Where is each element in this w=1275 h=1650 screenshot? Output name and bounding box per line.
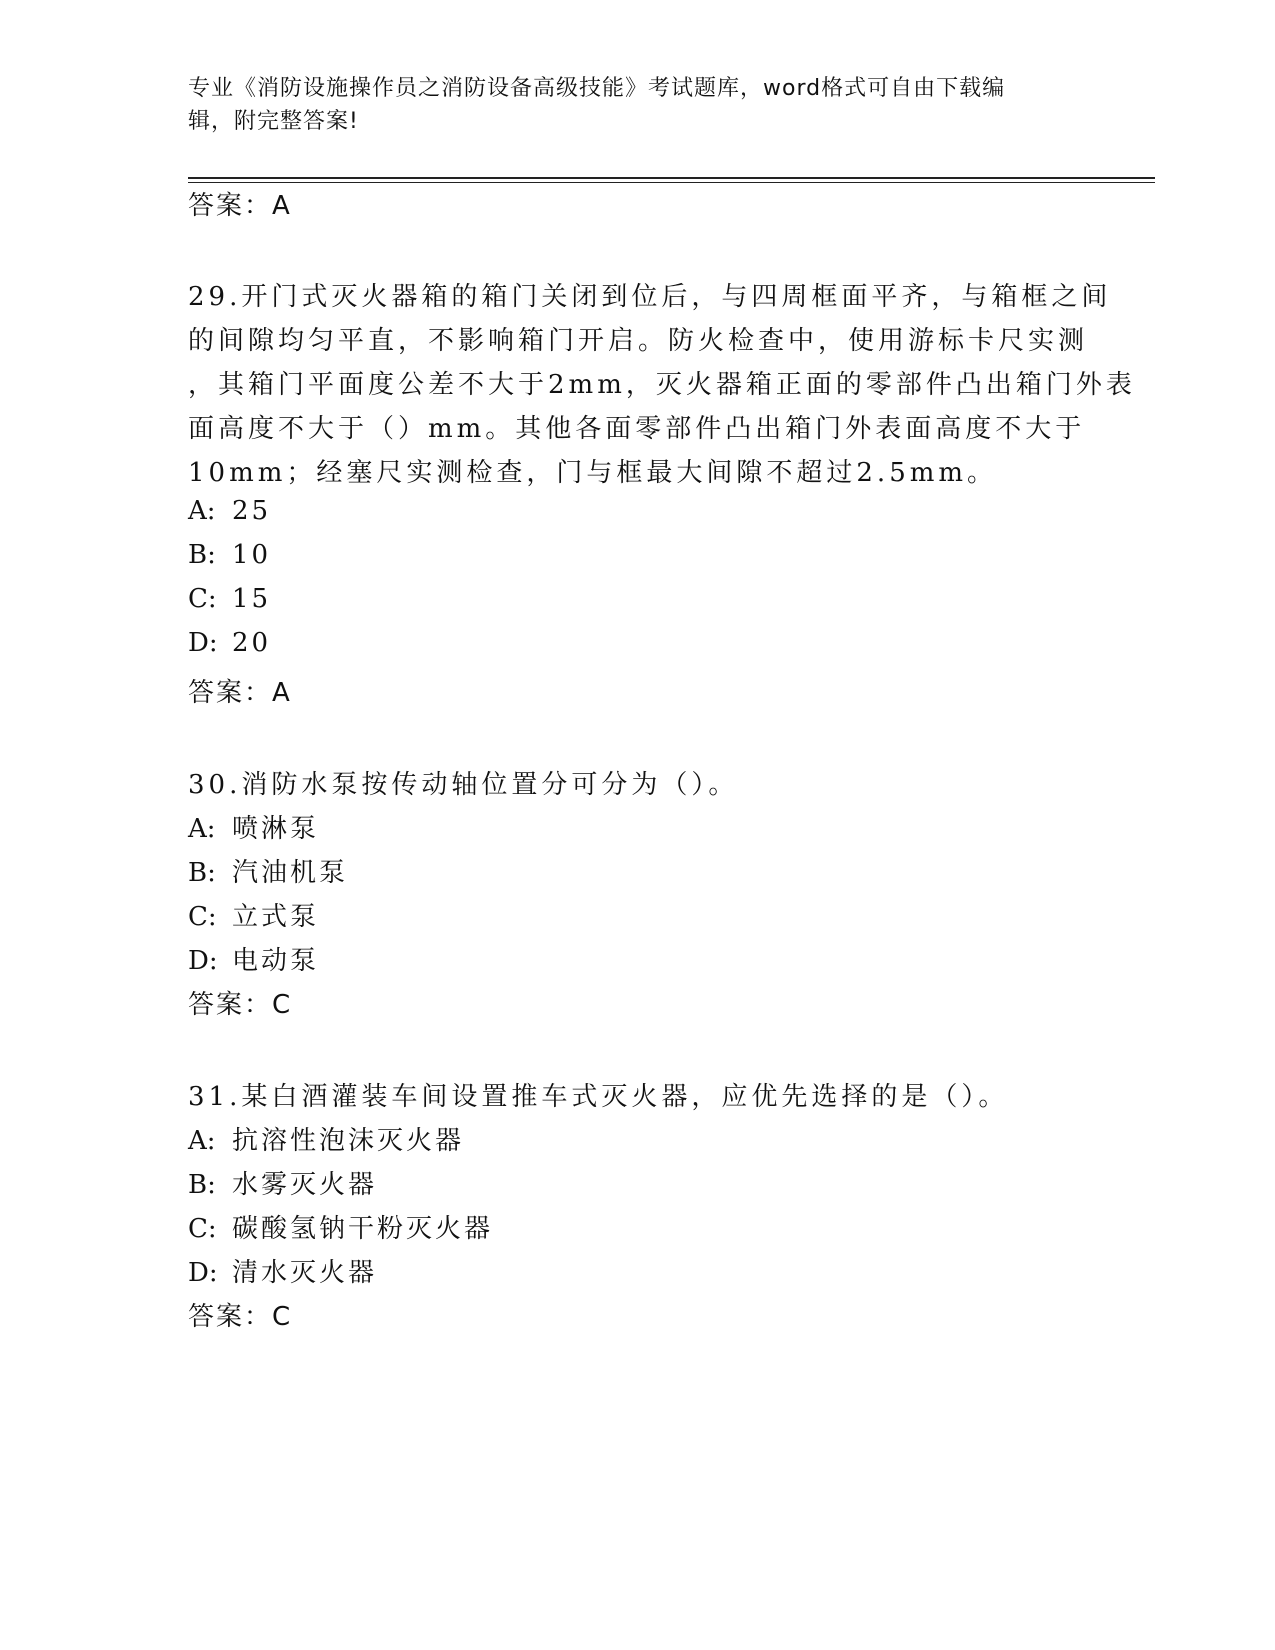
- option-text: 抗溶性泡沫灭火器: [232, 1126, 465, 1156]
- option-label: C:: [188, 1214, 217, 1244]
- option-c: [188, 584, 271, 614]
- option-a: [188, 496, 271, 526]
- question-stem-line: 的间隙均匀平直，不影响箱门开启。防火检查中，使用游标卡尺实测: [188, 326, 1089, 356]
- option-text: 20: [232, 628, 272, 658]
- option-a: [188, 1120, 464, 1157]
- answer-line: 答案：C: [188, 990, 293, 1020]
- option-c: [188, 896, 319, 933]
- option-label: A:: [188, 1126, 216, 1156]
- option-label: A:: [188, 814, 216, 844]
- header-divider: [188, 177, 1155, 179]
- option-label: D:: [188, 946, 218, 976]
- option-label: C:: [188, 902, 217, 932]
- question-stem-line: 30.消防水泵按传动轴位置分可分为（）。: [188, 770, 739, 800]
- answer-line: 答案：C: [188, 1302, 293, 1332]
- option-text: 15: [232, 584, 272, 614]
- option-text: 碳酸氢钠干粉灭火器: [232, 1214, 494, 1244]
- option-text: 汽油机泵: [232, 858, 349, 888]
- previous-answer: 答案：A: [188, 191, 292, 221]
- option-text: 25: [232, 496, 272, 526]
- header-divider-thin: [188, 182, 1155, 183]
- option-text: 清水灭火器: [232, 1258, 378, 1288]
- option-label: D:: [188, 628, 218, 658]
- option-d: [188, 940, 319, 977]
- option-b: [188, 852, 348, 889]
- document-header: [188, 72, 1088, 138]
- option-label: B:: [188, 1170, 216, 1200]
- option-c: [188, 1208, 493, 1245]
- option-text: 喷淋泵: [232, 814, 320, 844]
- option-label: D:: [188, 1258, 218, 1288]
- option-label: B:: [188, 540, 216, 570]
- option-label: A:: [188, 496, 216, 526]
- option-text: 水雾灭火器: [232, 1170, 378, 1200]
- option-b: [188, 1164, 377, 1201]
- answer-line: 答案：A: [188, 678, 292, 708]
- option-d: [188, 1252, 377, 1289]
- question-stem-line: 面高度不大于（）mm。其他各面零部件凸出箱门外表面高度不大于: [188, 414, 1086, 444]
- question-stem-line: 29.开门式灭火器箱的箱门关闭到位后，与四周框面平齐，与箱框之间: [188, 282, 1112, 312]
- option-label: C:: [188, 584, 217, 614]
- question-stem-line: ，其箱门平面度公差不大于2mm，灭火器箱正面的零部件凸出箱门外表: [188, 370, 1136, 400]
- option-text: 立式泵: [232, 902, 320, 932]
- header-title-line-1: 专业《消防设施操作员之消防设备高级技能》考试题库，word格式可自由下载编: [188, 76, 1006, 101]
- option-b: [188, 540, 271, 570]
- option-text: 电动泵: [232, 946, 320, 976]
- option-label: B:: [188, 858, 216, 888]
- option-a: [188, 808, 319, 845]
- option-d: [188, 628, 271, 658]
- option-text: 10: [232, 540, 272, 570]
- header-title-line-2: 辑，附完整答案!: [188, 109, 359, 134]
- question-stem-line: 10mm；经塞尺实测检查，门与框最大间隙不超过2.5mm。: [188, 458, 998, 488]
- question-stem-line: 31.某白酒灌装车间设置推车式灭火器，应优先选择的是（）。: [188, 1082, 1009, 1112]
